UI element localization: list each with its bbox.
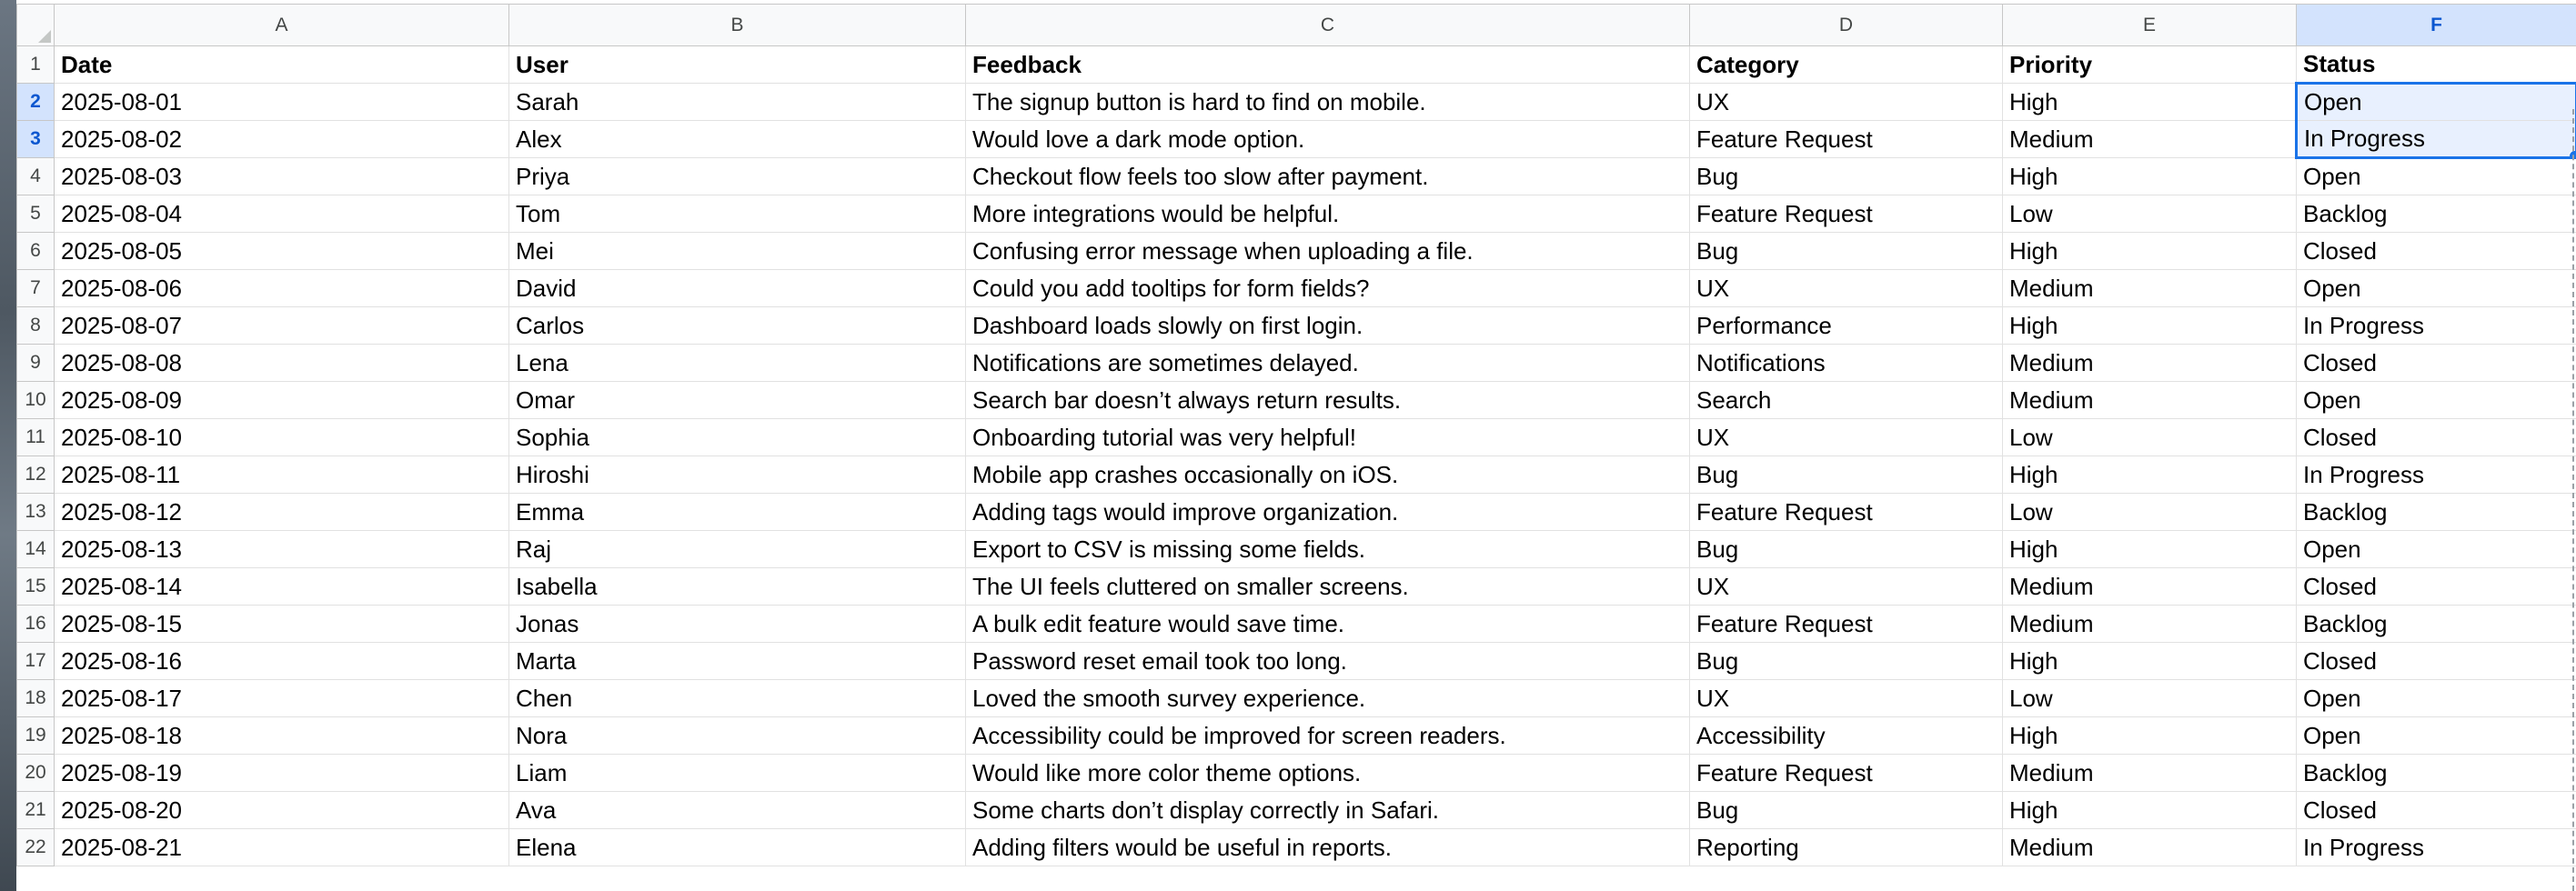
row-header[interactable]: 9: [17, 345, 55, 382]
cell-category[interactable]: UX: [1690, 419, 2003, 456]
row-header[interactable]: 13: [17, 494, 55, 531]
cell-user[interactable]: Marta: [509, 643, 966, 680]
cell-date[interactable]: 2025-08-09: [55, 382, 509, 419]
cell-category[interactable]: Reporting: [1690, 829, 2003, 866]
cell-feedback[interactable]: Could you add tooltips for form fields?: [966, 270, 1690, 307]
cell-date[interactable]: 2025-08-20: [55, 792, 509, 829]
table-row: [17, 307, 2576, 345]
cell-feedback[interactable]: Some charts don’t display correctly in Safari.: [966, 792, 1690, 829]
row-header[interactable]: 14: [17, 531, 55, 568]
spreadsheet-grid[interactable]: [16, 4, 2576, 891]
cell-user[interactable]: Sarah: [509, 84, 966, 121]
cell-date[interactable]: 2025-08-07: [55, 307, 509, 345]
cell-date[interactable]: 2025-08-13: [55, 531, 509, 568]
cell-status[interactable]: Closed: [2297, 792, 2576, 829]
row-header[interactable]: 2: [17, 84, 55, 121]
table-row: [17, 382, 2576, 419]
cell-user[interactable]: Tom: [509, 195, 966, 233]
cell-date[interactable]: 2025-08-10: [55, 419, 509, 456]
row-header-1[interactable]: 1: [17, 46, 55, 84]
cell-category[interactable]: Feature Request: [1690, 195, 2003, 233]
cell-status[interactable]: In Progress: [2297, 829, 2576, 866]
cell-date[interactable]: 2025-08-18: [55, 717, 509, 755]
cell-feedback[interactable]: The signup button is hard to find on mobile.: [966, 84, 1690, 121]
cell-status-value: In Progress: [2304, 125, 2425, 152]
cell-feedback[interactable]: Onboarding tutorial was very helpful!: [966, 419, 1690, 456]
cell-status[interactable]: Open: [2297, 158, 2576, 195]
cell-user[interactable]: Raj: [509, 531, 966, 568]
header-cell-category[interactable]: Category: [1690, 46, 2003, 84]
cell-status[interactable]: Open: [2297, 382, 2576, 419]
cell-user[interactable]: Priya: [509, 158, 966, 195]
cell-user[interactable]: Chen: [509, 680, 966, 717]
cell-priority[interactable]: High: [2003, 158, 2297, 195]
cell-feedback[interactable]: Password reset email took too long.: [966, 643, 1690, 680]
header-cell-date[interactable]: Date: [55, 46, 509, 84]
cell-feedback[interactable]: Notifications are sometimes delayed.: [966, 345, 1690, 382]
cell-category[interactable]: Notifications: [1690, 345, 2003, 382]
cell-user[interactable]: Carlos: [509, 307, 966, 345]
cell-date[interactable]: 2025-08-08: [55, 345, 509, 382]
cell-user[interactable]: Sophia: [509, 419, 966, 456]
cell-status[interactable]: Open: [2297, 680, 2576, 717]
cell-status-value: Open: [2304, 88, 2362, 115]
table-row: [17, 755, 2576, 792]
cell-category[interactable]: Feature Request: [1690, 494, 2003, 531]
cell-feedback[interactable]: Confusing error message when uploading a file.: [966, 233, 1690, 270]
column-header-row: [17, 5, 2576, 46]
cell-status[interactable]: [2297, 121, 2576, 158]
cell-date[interactable]: 2025-08-06: [55, 270, 509, 307]
cell-category[interactable]: Feature Request: [1690, 121, 2003, 158]
cell-category[interactable]: UX: [1690, 270, 2003, 307]
table-row: [17, 84, 2576, 121]
cell-priority[interactable]: Medium: [2003, 382, 2297, 419]
cell-priority[interactable]: Low: [2003, 494, 2297, 531]
cell-priority[interactable]: High: [2003, 233, 2297, 270]
cell-status[interactable]: Closed: [2297, 345, 2576, 382]
cell-user[interactable]: Isabella: [509, 568, 966, 606]
cell-priority[interactable]: High: [2003, 792, 2297, 829]
cell-category[interactable]: Feature Request: [1690, 755, 2003, 792]
row-header[interactable]: 3: [17, 121, 55, 158]
cell-feedback[interactable]: Would like more color theme options.: [966, 755, 1690, 792]
row-header[interactable]: 22: [17, 829, 55, 866]
table-row: [17, 494, 2576, 531]
cell-status[interactable]: Backlog: [2297, 755, 2576, 792]
row-header[interactable]: 10: [17, 382, 55, 419]
cell-priority[interactable]: Medium: [2003, 121, 2297, 158]
cell-grid[interactable]: [16, 4, 2576, 866]
cell-priority[interactable]: Medium: [2003, 829, 2297, 866]
cell-feedback[interactable]: Export to CSV is missing some fields.: [966, 531, 1690, 568]
cell-feedback[interactable]: More integrations would be helpful.: [966, 195, 1690, 233]
cell-category[interactable]: Bug: [1690, 531, 2003, 568]
cell-priority[interactable]: Medium: [2003, 270, 2297, 307]
row-header[interactable]: 18: [17, 680, 55, 717]
header-cell-feedback[interactable]: Feedback: [966, 46, 1690, 84]
cell-priority[interactable]: Medium: [2003, 755, 2297, 792]
cell-feedback[interactable]: Search bar doesn’t always return results.: [966, 382, 1690, 419]
header-cell-user[interactable]: User: [509, 46, 966, 84]
cell-feedback[interactable]: Would love a dark mode option.: [966, 121, 1690, 158]
table-row: [17, 568, 2576, 606]
select-all-icon: [38, 30, 51, 43]
print-page-break-line: [2572, 109, 2574, 891]
cell-date[interactable]: 2025-08-02: [55, 121, 509, 158]
cell-category[interactable]: Bug: [1690, 643, 2003, 680]
cell-feedback[interactable]: Mobile app crashes occasionally on iOS.: [966, 456, 1690, 494]
cell-priority[interactable]: Medium: [2003, 606, 2297, 643]
cell-date[interactable]: 2025-08-16: [55, 643, 509, 680]
cell-date[interactable]: 2025-08-03: [55, 158, 509, 195]
header-cell-priority[interactable]: Priority: [2003, 46, 2297, 84]
cell-priority[interactable]: Medium: [2003, 568, 2297, 606]
cell-priority[interactable]: High: [2003, 456, 2297, 494]
cell-feedback[interactable]: Accessibility could be improved for screen readers.: [966, 717, 1690, 755]
cell-date[interactable]: 2025-08-14: [55, 568, 509, 606]
cell-category[interactable]: Accessibility: [1690, 717, 2003, 755]
table-row: [17, 680, 2576, 717]
cell-category[interactable]: UX: [1690, 568, 2003, 606]
row-header[interactable]: 11: [17, 419, 55, 456]
table-row: [17, 792, 2576, 829]
cell-status[interactable]: Backlog: [2297, 195, 2576, 233]
cell-category[interactable]: Bug: [1690, 792, 2003, 829]
table-row: [17, 345, 2576, 382]
cell-priority[interactable]: High: [2003, 717, 2297, 755]
column-header-e[interactable]: E: [2003, 5, 2297, 46]
cell-priority[interactable]: Low: [2003, 419, 2297, 456]
cell-date[interactable]: 2025-08-21: [55, 829, 509, 866]
cell-user[interactable]: Emma: [509, 494, 966, 531]
cell-user[interactable]: Lena: [509, 345, 966, 382]
cell-priority[interactable]: Medium: [2003, 345, 2297, 382]
cell-date[interactable]: 2025-08-05: [55, 233, 509, 270]
select-all-corner[interactable]: [17, 5, 55, 46]
cell-date[interactable]: 2025-08-11: [55, 456, 509, 494]
row-header[interactable]: 12: [17, 456, 55, 494]
cell-category[interactable]: UX: [1690, 680, 2003, 717]
cell-priority[interactable]: High: [2003, 84, 2297, 121]
cell-feedback[interactable]: Dashboard loads slowly on first login.: [966, 307, 1690, 345]
column-header-d[interactable]: D: [1690, 5, 2003, 46]
table-row: [17, 829, 2576, 866]
cell-priority[interactable]: Low: [2003, 680, 2297, 717]
cell-priority[interactable]: High: [2003, 643, 2297, 680]
cell-category[interactable]: Feature Request: [1690, 606, 2003, 643]
table-row: [17, 195, 2576, 233]
cell-priority[interactable]: High: [2003, 531, 2297, 568]
cell-date[interactable]: 2025-08-19: [55, 755, 509, 792]
cell-feedback[interactable]: The UI feels cluttered on smaller screens.: [966, 568, 1690, 606]
cell-category[interactable]: Performance: [1690, 307, 2003, 345]
cell-priority[interactable]: Low: [2003, 195, 2297, 233]
row-header[interactable]: 15: [17, 568, 55, 606]
table-row: [17, 643, 2576, 680]
cell-feedback[interactable]: Checkout flow feels too slow after payment.: [966, 158, 1690, 195]
table-row: [17, 717, 2576, 755]
table-row: [17, 121, 2576, 158]
row-header[interactable]: 8: [17, 307, 55, 345]
desktop-background: [0, 0, 16, 891]
row-header[interactable]: 6: [17, 233, 55, 270]
table-header-row: [17, 46, 2576, 84]
cell-priority[interactable]: High: [2003, 307, 2297, 345]
cell-status[interactable]: Closed: [2297, 419, 2576, 456]
table-row: [17, 531, 2576, 568]
cell-status[interactable]: Backlog: [2297, 494, 2576, 531]
cell-user[interactable]: Nora: [509, 717, 966, 755]
cell-status[interactable]: Closed: [2297, 643, 2576, 680]
cell-feedback[interactable]: Adding filters would be useful in reports.: [966, 829, 1690, 866]
cell-user[interactable]: David: [509, 270, 966, 307]
row-header[interactable]: 17: [17, 643, 55, 680]
cell-status[interactable]: Closed: [2297, 568, 2576, 606]
cell-feedback[interactable]: Adding tags would improve organization.: [966, 494, 1690, 531]
cell-user[interactable]: Jonas: [509, 606, 966, 643]
table-row: [17, 270, 2576, 307]
cell-status[interactable]: Open: [2297, 531, 2576, 568]
row-header[interactable]: 19: [17, 717, 55, 755]
cell-user[interactable]: Mei: [509, 233, 966, 270]
cell-category[interactable]: Bug: [1690, 158, 2003, 195]
table-row: [17, 419, 2576, 456]
cell-category[interactable]: Search: [1690, 382, 2003, 419]
table-row: [17, 456, 2576, 494]
cell-user[interactable]: Alex: [509, 121, 966, 158]
column-header-b[interactable]: B: [509, 5, 966, 46]
row-header[interactable]: 4: [17, 158, 55, 195]
cell-status[interactable]: Open: [2297, 717, 2576, 755]
row-header[interactable]: 7: [17, 270, 55, 307]
row-header[interactable]: 21: [17, 792, 55, 829]
cell-feedback[interactable]: Loved the smooth survey experience.: [966, 680, 1690, 717]
cell-feedback[interactable]: A bulk edit feature would save time.: [966, 606, 1690, 643]
column-header-a[interactable]: A: [55, 5, 509, 46]
cell-date[interactable]: 2025-08-12: [55, 494, 509, 531]
row-header[interactable]: 5: [17, 195, 55, 233]
cell-user[interactable]: Liam: [509, 755, 966, 792]
cell-category[interactable]: UX: [1690, 84, 2003, 121]
cell-date[interactable]: 2025-08-04: [55, 195, 509, 233]
row-header[interactable]: 20: [17, 755, 55, 792]
cell-user[interactable]: Ava: [509, 792, 966, 829]
cell-status[interactable]: In Progress: [2297, 307, 2576, 345]
cell-status[interactable]: In Progress: [2297, 456, 2576, 494]
table-row: [17, 233, 2576, 270]
row-header[interactable]: 16: [17, 606, 55, 643]
table-row: [17, 158, 2576, 195]
header-cell-status[interactable]: Status: [2297, 46, 2576, 84]
cell-status[interactable]: [2297, 84, 2576, 121]
cell-category[interactable]: Bug: [1690, 456, 2003, 494]
cell-date[interactable]: 2025-08-01: [55, 84, 509, 121]
column-header-c[interactable]: C: [966, 5, 1690, 46]
cell-status[interactable]: Closed: [2297, 233, 2576, 270]
cell-status[interactable]: Open: [2297, 270, 2576, 307]
cell-date[interactable]: 2025-08-15: [55, 606, 509, 643]
table-row: [17, 606, 2576, 643]
cell-date[interactable]: 2025-08-17: [55, 680, 509, 717]
cell-user[interactable]: Elena: [509, 829, 966, 866]
column-header-f[interactable]: F: [2297, 5, 2576, 46]
cell-user[interactable]: Omar: [509, 382, 966, 419]
cell-status[interactable]: Backlog: [2297, 606, 2576, 643]
cell-user[interactable]: Hiroshi: [509, 456, 966, 494]
cell-category[interactable]: Bug: [1690, 233, 2003, 270]
